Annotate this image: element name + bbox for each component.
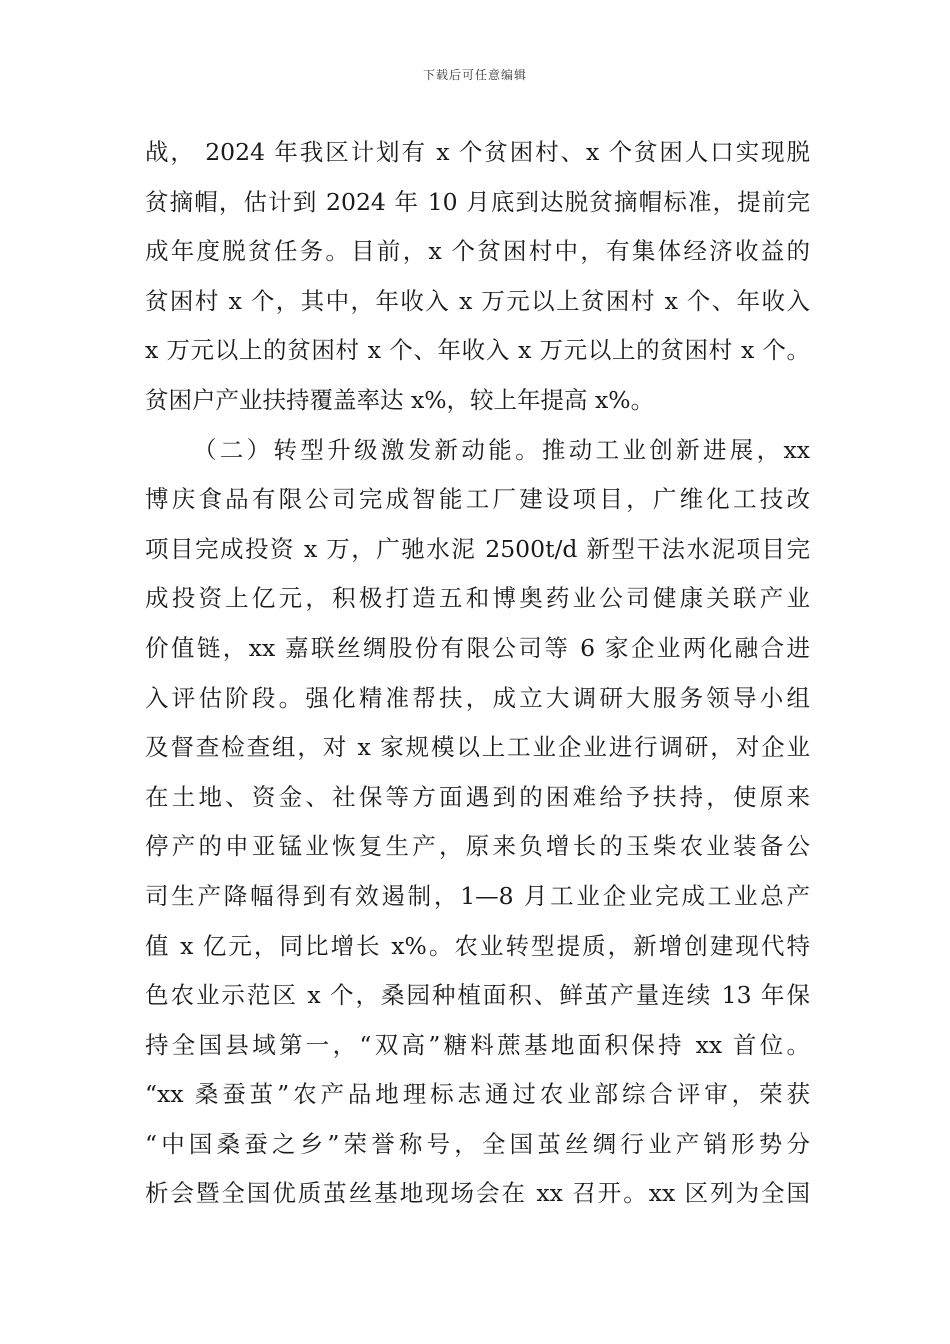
text-line: 贫困村 x 个，其中，年收入 x 万元以上贫困村 x 个、年收入 (145, 286, 810, 315)
text-line: 在土地、资金、社保等方面遇到的困难给予扶持，使原来 (145, 782, 810, 811)
text-line: 价值链，xx 嘉联丝绸股份有限公司等 6 家企业两化融合进 (145, 633, 810, 662)
document-body (145, 128, 810, 1219)
text-line: 析会暨全国优质茧丝基地现场会在 xx 召开。xx 区列为全国 (145, 1179, 810, 1208)
text-line: 值 x 亿元，同比增长 x%。农业转型提质，新增创建现代特 (145, 931, 810, 960)
text-line: 成年度脱贫任务。目前，x 个贫困村中，有集体经济收益的 (145, 237, 810, 266)
text-line: （二）转型升级激发新动能。推动工业创新进展，xx (193, 435, 810, 464)
text-line: 成投资上亿元，积极打造五和博奥药业公司健康关联产业 (145, 584, 810, 613)
text-line: 项目完成投资 x 万，广驰水泥 2500t/d 新型干法水泥项目完 (145, 534, 810, 563)
text-line: 及督查检查组，对 x 家规模以上工业企业进行调研，对企业 (145, 733, 810, 762)
text-line: 贫摘帽，估计到 2024 年 10 月底到达脱贫摘帽标准，提前完 (145, 187, 810, 216)
text-line: “xx 桑蚕茧”农产品地理标志通过农业部综合评审，荣获 (145, 1080, 810, 1109)
text-line: 博庆食品有限公司完成智能工厂建设项目，广维化工技改 (145, 485, 810, 514)
text-line: 战， 2024 年我区计划有 x 个贫困村、x 个贫困人口实现脱 (145, 138, 810, 166)
text-line: 入评估阶段。强化精准帮扶，成立大调研大服务领导小组 (145, 683, 810, 712)
text-line: 停产的申亚锰业恢复生产，原来负增长的玉柴农业装备公 (145, 832, 810, 861)
text-line: “中国桑蚕之乡”荣誉称号，全国茧丝绸行业产销形势分 (145, 1129, 810, 1158)
text-line: 色农业示范区 x 个，桑园种植面积、鲜茧产量连续 13 年保 (145, 981, 810, 1010)
text-line: 司生产降幅得到有效遏制，1—8 月工业企业完成工业总产 (145, 881, 810, 910)
text-line: 持全国县域第一，“双高”糖料蔗基地面积保持 xx 首位。 (145, 1030, 810, 1059)
page-header: 下载后可任意编辑 (422, 68, 527, 82)
text-line: 贫困户产业扶持覆盖率达 x%，较上年提高 x%。 (145, 385, 655, 414)
text-line: x 万元以上的贫困村 x 个、年收入 x 万元以上的贫困村 x 个。 (145, 336, 810, 365)
